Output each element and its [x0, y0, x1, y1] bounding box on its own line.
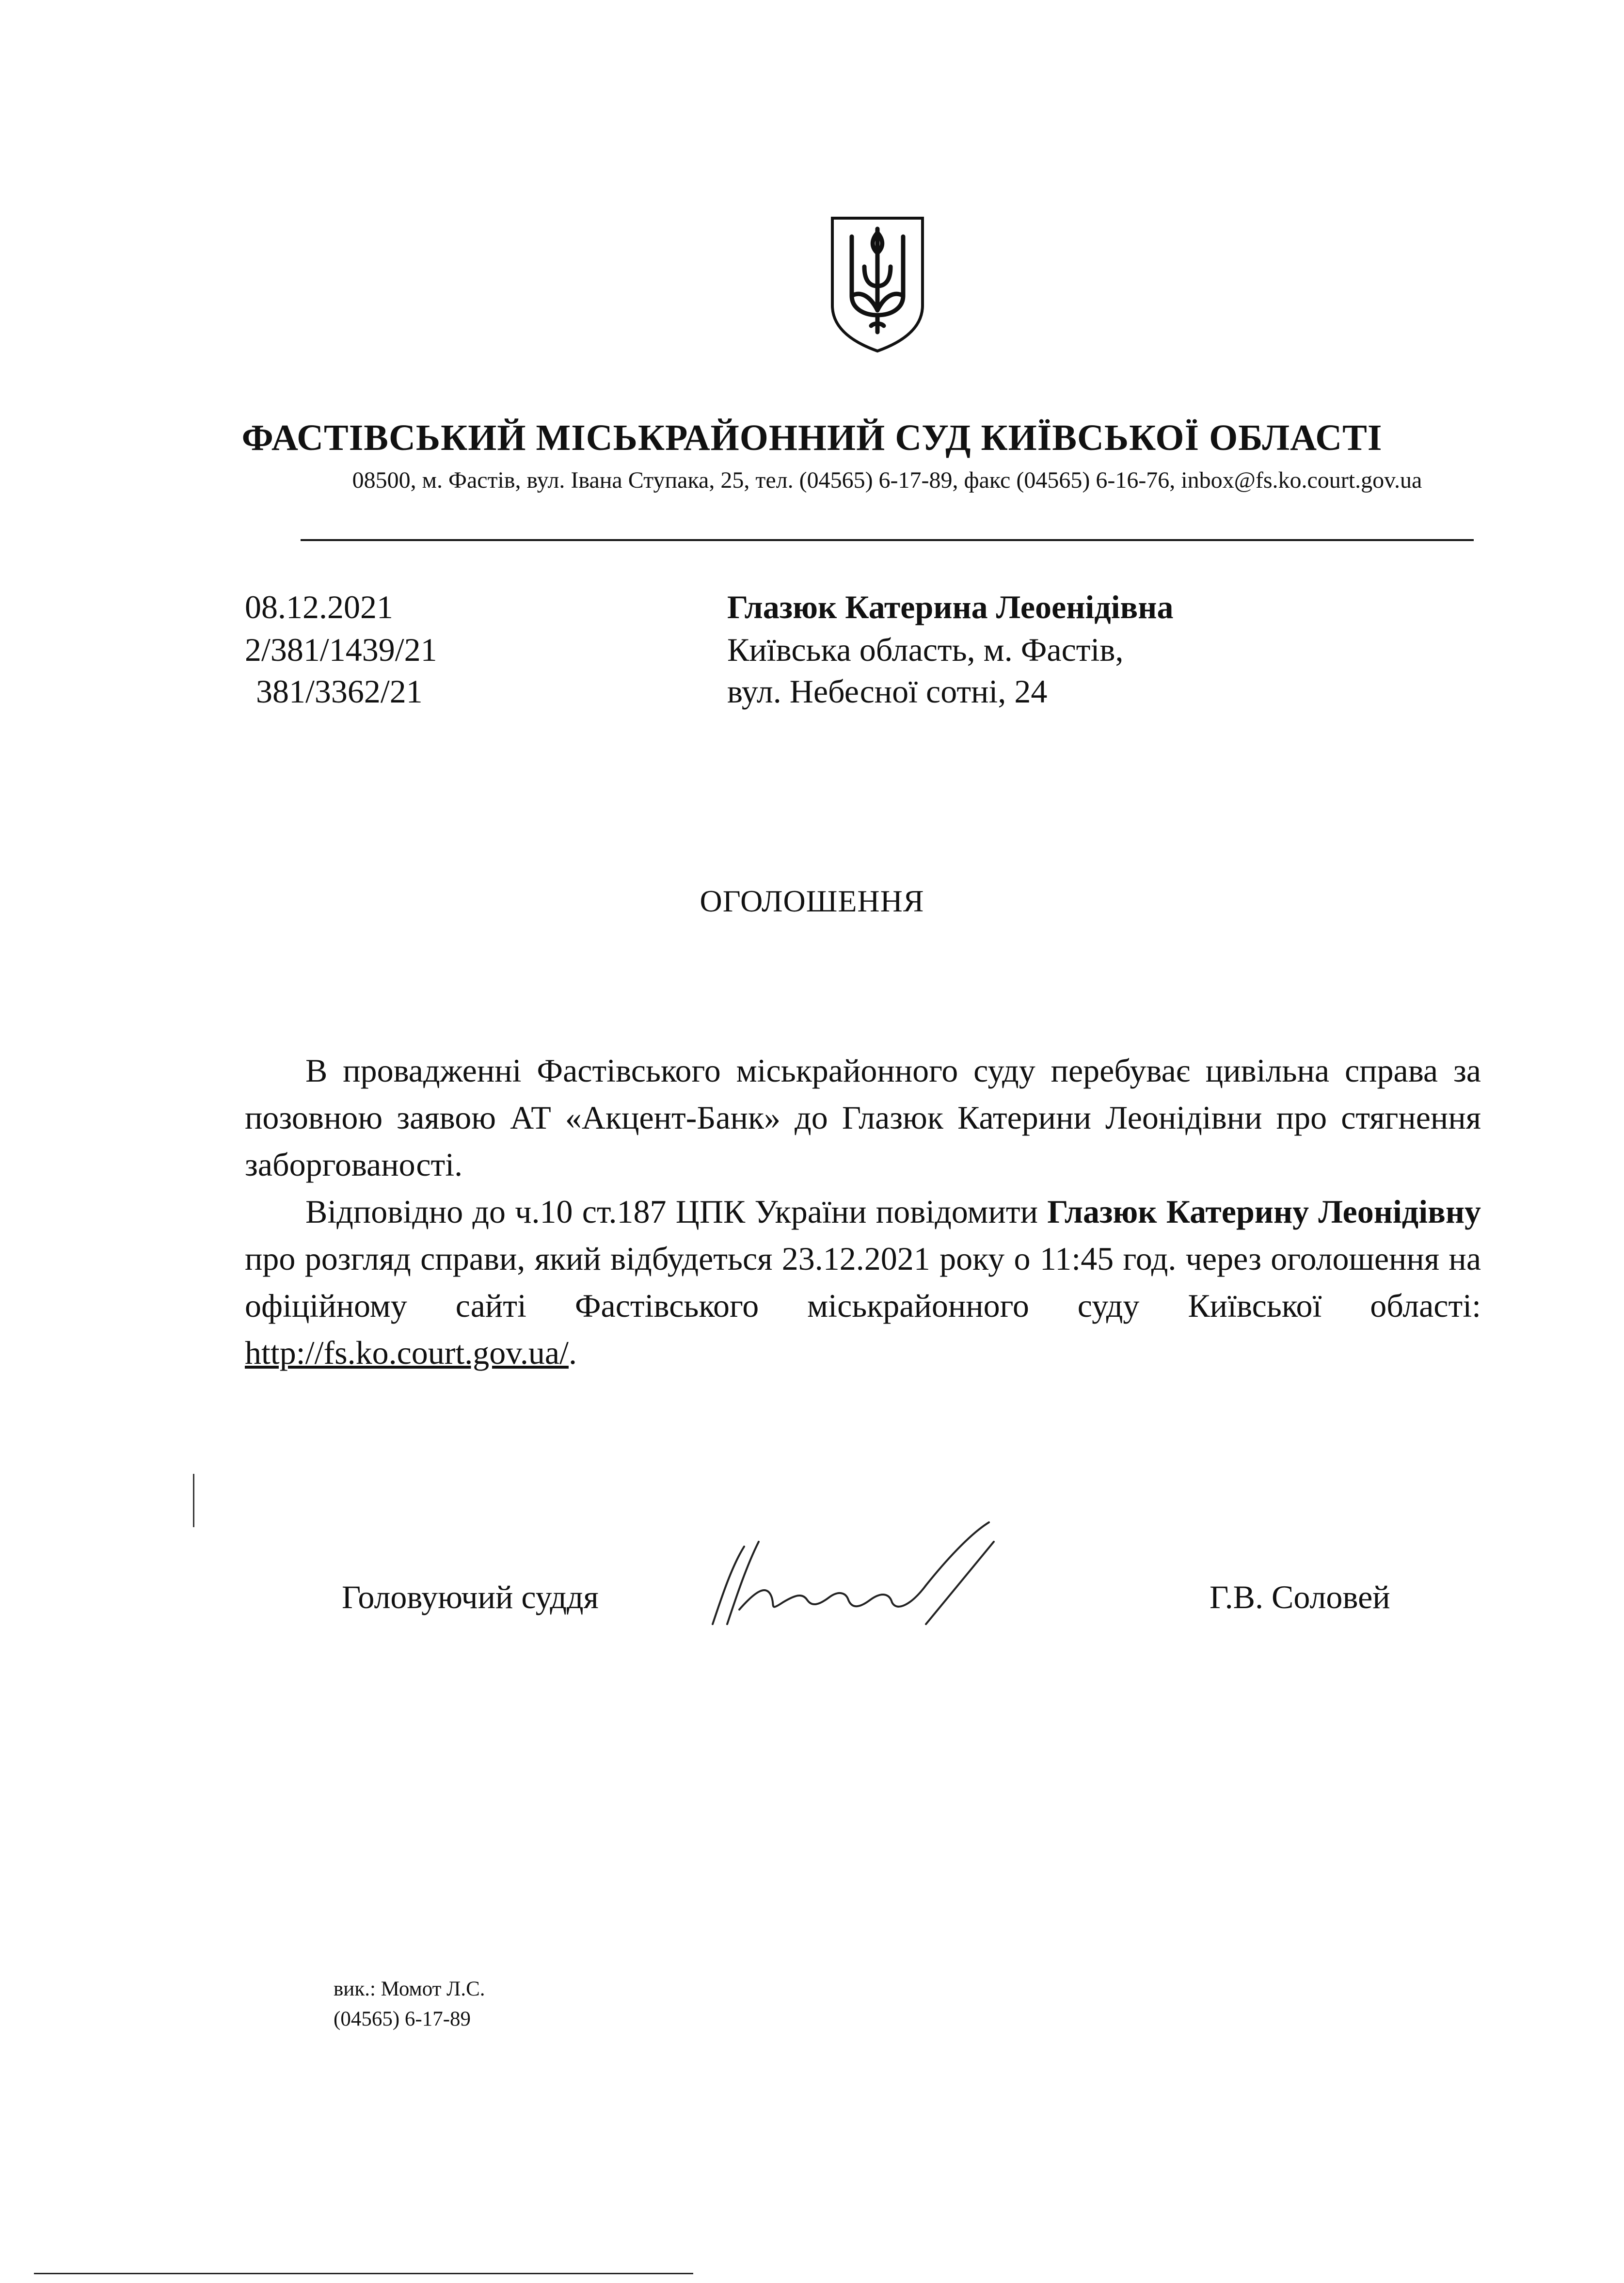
executor-phone: (04565) 6-17-89	[334, 2008, 471, 2030]
scan-artifact	[193, 1474, 194, 1527]
footer-divider	[34, 2273, 693, 2274]
body-p2-start: Відповідно до ч.10 ст.187 ЦПК України повідомити	[305, 1193, 1048, 1230]
court-website-link[interactable]: http://fs.ko.court.gov.ua/	[245, 1334, 569, 1371]
body-paragraph-1: В провадженні Фастівського міськрайонного суду перебуває цивільна справа за позовною заявою АТ «Акцент-Банк» до Глазюк Катерини Леонідівни про стягнення заборгованості.	[245, 1052, 1481, 1183]
trident-emblem-icon	[827, 213, 928, 354]
case-number: 2/381/1439/21	[245, 631, 437, 668]
defendant-name-bold: Глазюк Катерину Леонідівну	[1047, 1193, 1481, 1230]
announcement-body	[245, 1047, 1481, 1376]
body-paragraph-2	[245, 1188, 1481, 1376]
signature-label: Головуючий суддя	[342, 1579, 599, 1615]
letter-date: 08.12.2021	[245, 589, 393, 625]
judge-name: Г.В. Соловей	[1210, 1579, 1390, 1615]
handwritten-signature	[698, 1513, 1008, 1639]
addressee-address-line1: Київська область, м. Фастів,	[727, 631, 1124, 668]
court-name: ФАСТІВСЬКИЙ МІСЬКРАЙОННИЙ СУД КИЇВСЬКОЇ ОБЛАСТІ	[241, 417, 1383, 458]
addressee-name: Глазюк Катерина Леоенідівна	[727, 589, 1174, 625]
body-p2-middle: про розгляд справи, який відбудеться 23.12.2021 року о 11:45 год. через оголошення на офіційному сайті Фастівського міськрайонного суду Київської області:	[245, 1240, 1481, 1324]
document-title: ОГОЛОШЕННЯ	[700, 884, 924, 918]
outgoing-number: 381/3362/21	[256, 673, 423, 710]
body-p2-end: .	[568, 1334, 577, 1371]
executor-name: вик.: Момот Л.С.	[334, 1978, 485, 2000]
court-address: 08500, м. Фастів, вул. Івана Ступака, 25, тел. (04565) 6-17-89, факс (04565) 6-16-76, inbox@fs.ko.court.gov.ua	[352, 467, 1422, 493]
header-divider	[301, 539, 1474, 541]
addressee-address-line2: вул. Небесної сотні, 24	[727, 673, 1048, 710]
